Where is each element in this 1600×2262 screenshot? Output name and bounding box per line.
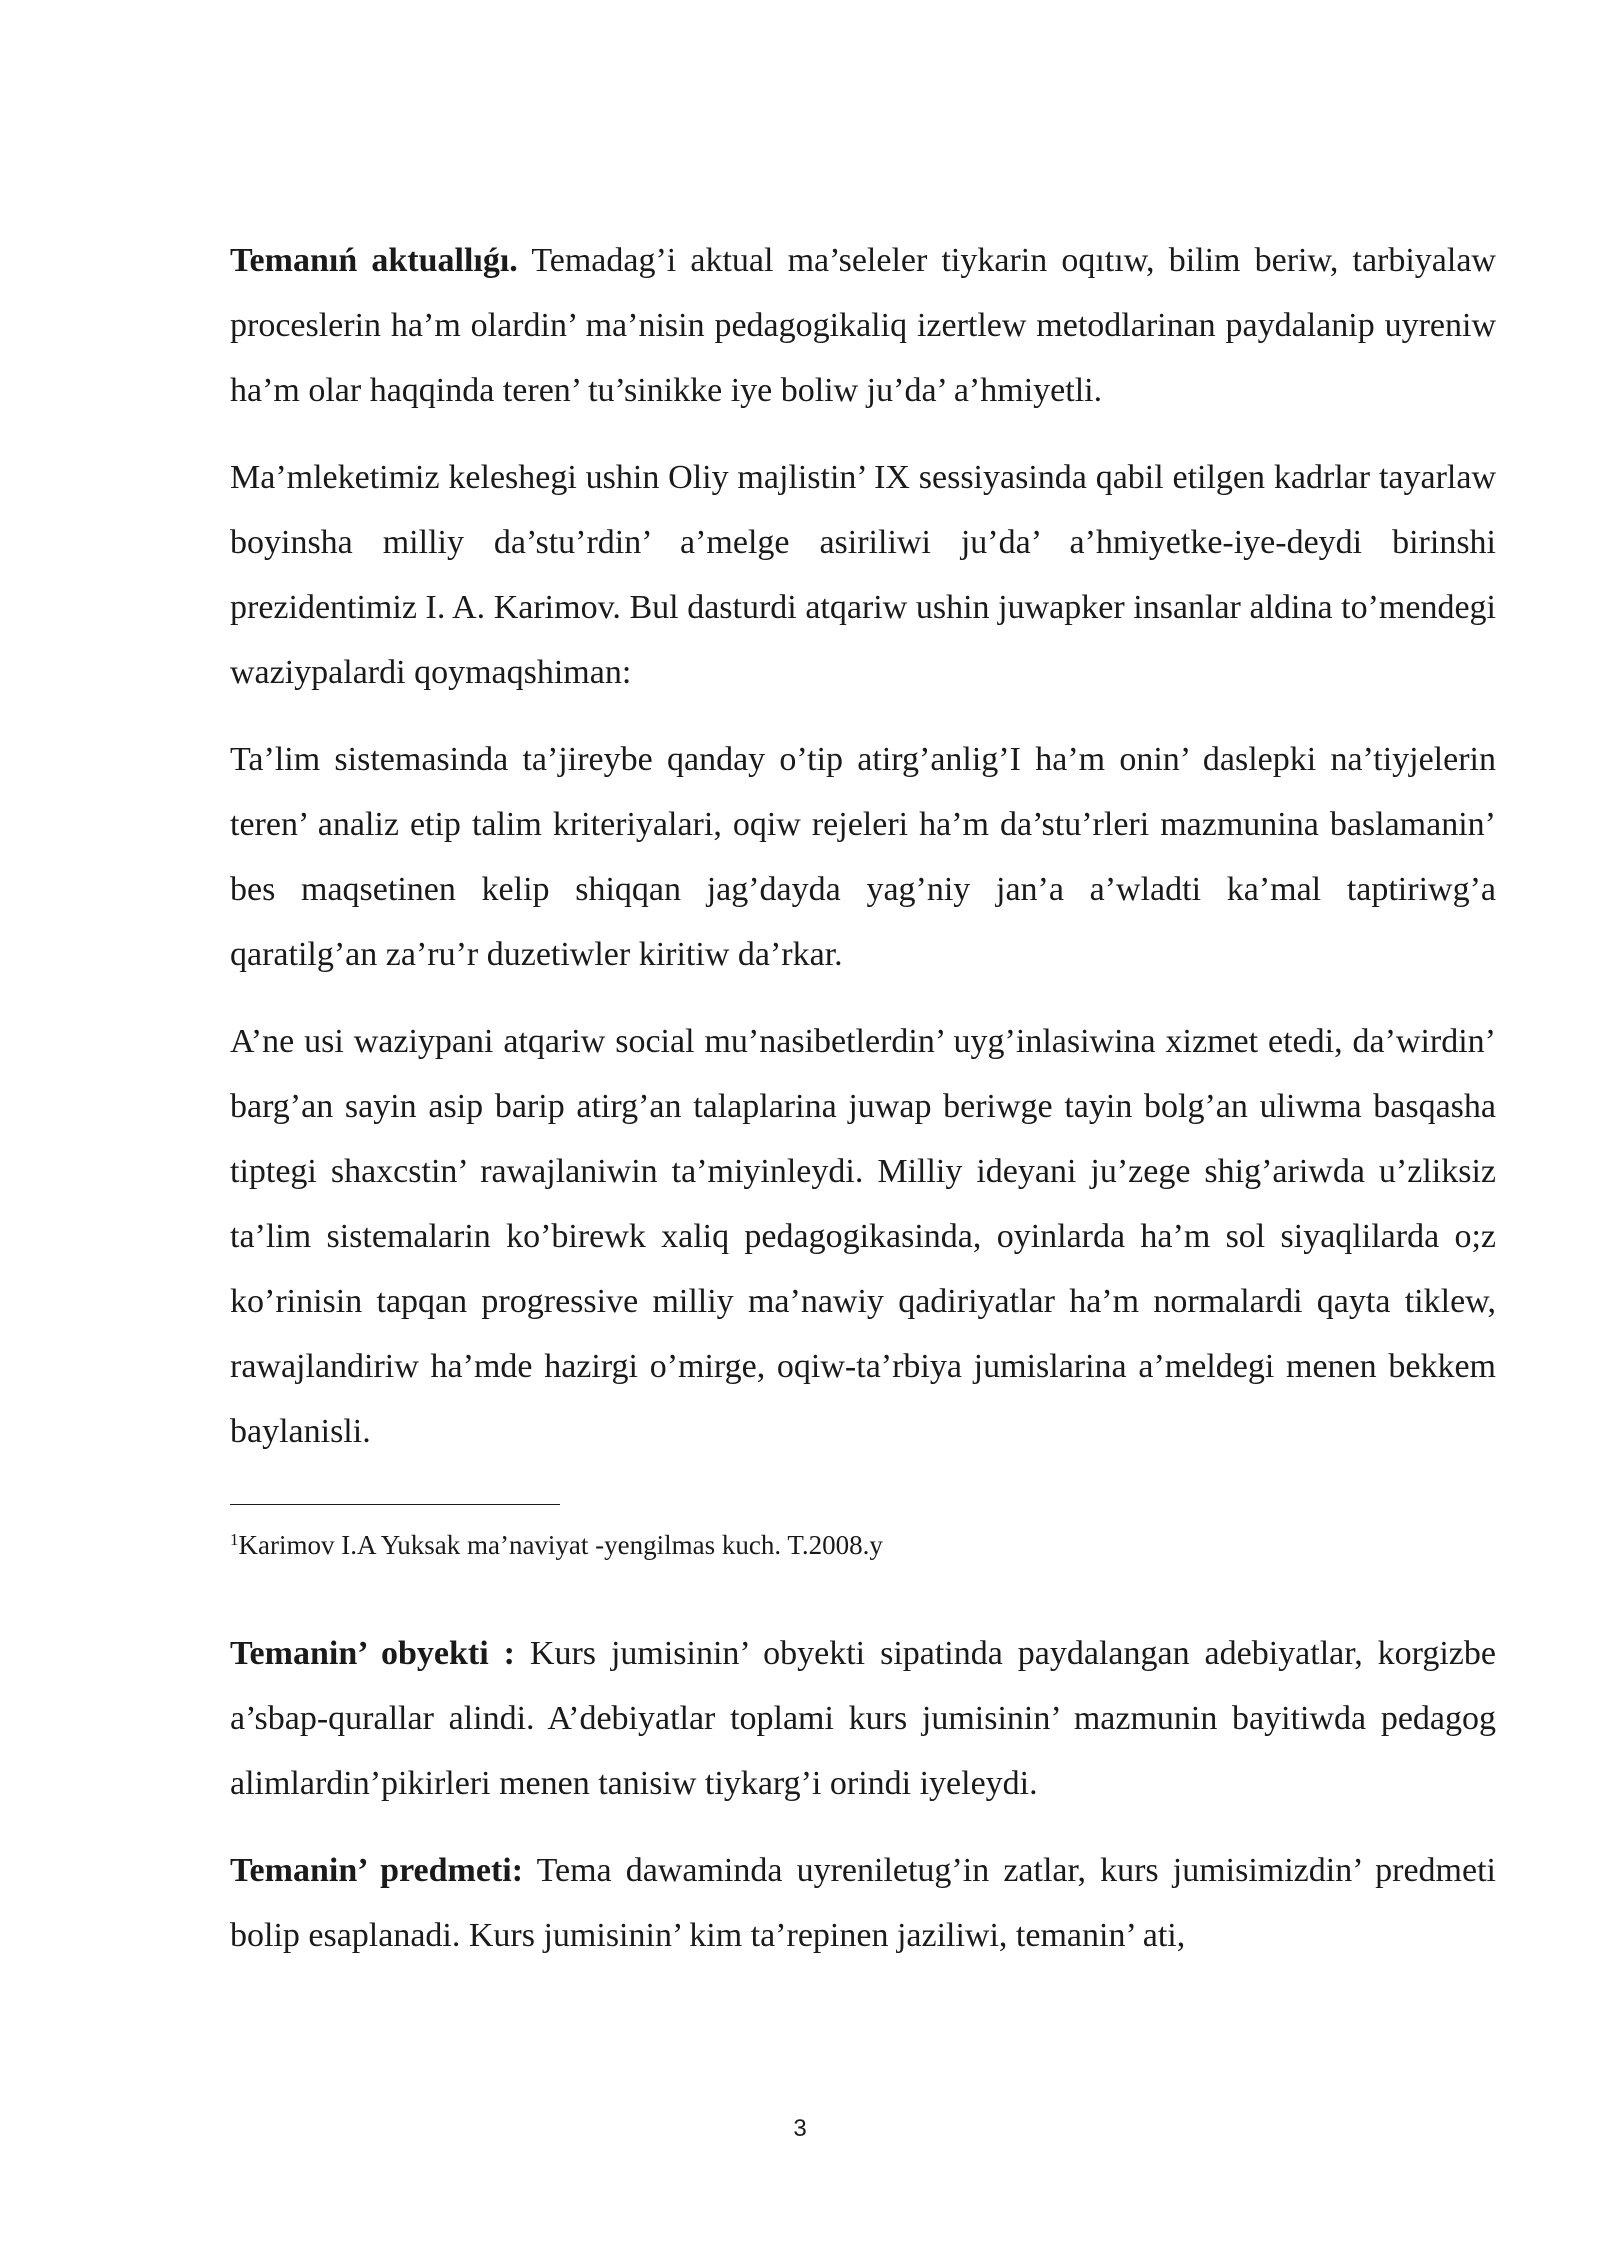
paragraph-national-program: [230, 445, 1496, 705]
paragraph-text: A’ne usi waziypani atqariw social mu’nasibetlerdin’ uyg’inlasiwina xizmet etedi, da’wirdin’ barg’an sayin asip barip atirg’an talaplarina juwap beriwge tayin bolg’an uliwma basqasha tiptegi shaxcstin’ rawajlaniwin ta’miyinleydi. Milliy ideyani ju’zege shig’ariwda u’zliksiz ta’lim sistemalarin ko’birewk xaliq pedagogikasinda, oyinlarda ha’m sol siyaqlilarda o;z ko’rinisin tapqan progressive milliy ma’nawiy qadiriyatlar ha’m normalardi qayta tiklew, rawajlandiriw ha’mde hazirgi o’mirge, oqiw-ta’rbiya jumislarina a’meldegi menen bekkem baylanisli.: [230, 1023, 1496, 1450]
document-page: [230, 228, 1496, 1968]
page-number: 3: [793, 2115, 807, 2142]
paragraph-text: Tema dawaminda uyreniletug’in zatlar, kurs jumisimizdin’ predmeti bolip esaplanadi. Kurs jumisinin’ kim ta’repinen jaziliwi, temanin’ ati,: [230, 1852, 1496, 1954]
paragraph-text: Ma’mleketimiz keleshegi ushin Oliy majlistin’ IX sessiyasinda qabil etilgen kadrlar tayarlaw boyinsha milliy da’stu’rdin’ a’melge asiriliwi ju’da’ a’hmiyetke-iye-deydi birinshi prezidentimiz I. A. Karimov. Bul dasturdi atqariw ushin juwapker insanlar aldina to’mendegi waziypalardi qoymaqshiman:: [230, 459, 1496, 691]
heading-object: Temanin’ obyekti :: [230, 1635, 515, 1672]
footnote-separator: [230, 1504, 560, 1505]
heading-subject: Temanin’ predmeti:: [230, 1852, 524, 1889]
paragraph-object: [230, 1621, 1496, 1816]
footnote-section: [230, 1504, 1496, 1563]
heading-relevance: Temanıń aktuallıǵı.: [230, 242, 518, 279]
footnote-marker: 1: [230, 1530, 239, 1549]
paragraph-education-system: [230, 727, 1496, 987]
paragraph-relevance: [230, 228, 1496, 423]
paragraph-text: Ta’lim sistemasinda ta’jireybe qanday o’tip atirg’anlig’I ha’m onin’ daslepki na’tiyjelerin teren’ analiz etip talim kriteriyalari, oqiw rejeleri ha’m da’stu’rleri mazmunina baslamanin’ bes maqsetinen kelip shiqqan jag’dayda yag’niy jan’a a’wladti ka’mal taptiriwg’a qaratilg’an za’ru’r duzetiwler kiritiw da’rkar.: [230, 741, 1496, 973]
paragraph-text: Temadag’i aktual ma’seleler tiykarin oqıtıw, bilim beriw, tarbiyalaw proceslerin ha’m olardin’ ma’nisin pedagogikaliq izertlew metodlarinan paydalanip uyreniw ha’m olar haqqinda teren’ tu’sinikke iye boliw ju’da’ a’hmiyetli.: [230, 242, 1496, 409]
footnote: [230, 1527, 1496, 1563]
paragraph-social-relations: [230, 1009, 1496, 1464]
paragraph-text: Kurs jumisinin’ obyekti sipatinda paydalangan adebiyatlar, korgizbe a’sbap-qurallar alindi. A’debiyatlar toplami kurs jumisinin’ mazmunin bayitiwda pedagog alimlardin’pikirleri menen tanisiw tiykarg’i orindi iyeleydi.: [230, 1635, 1496, 1802]
paragraph-subject: [230, 1838, 1496, 1968]
footnote-text: Karimov I.A Yuksak ma’naviyat -yengilmas kuch. T.2008.y: [238, 1530, 883, 1560]
